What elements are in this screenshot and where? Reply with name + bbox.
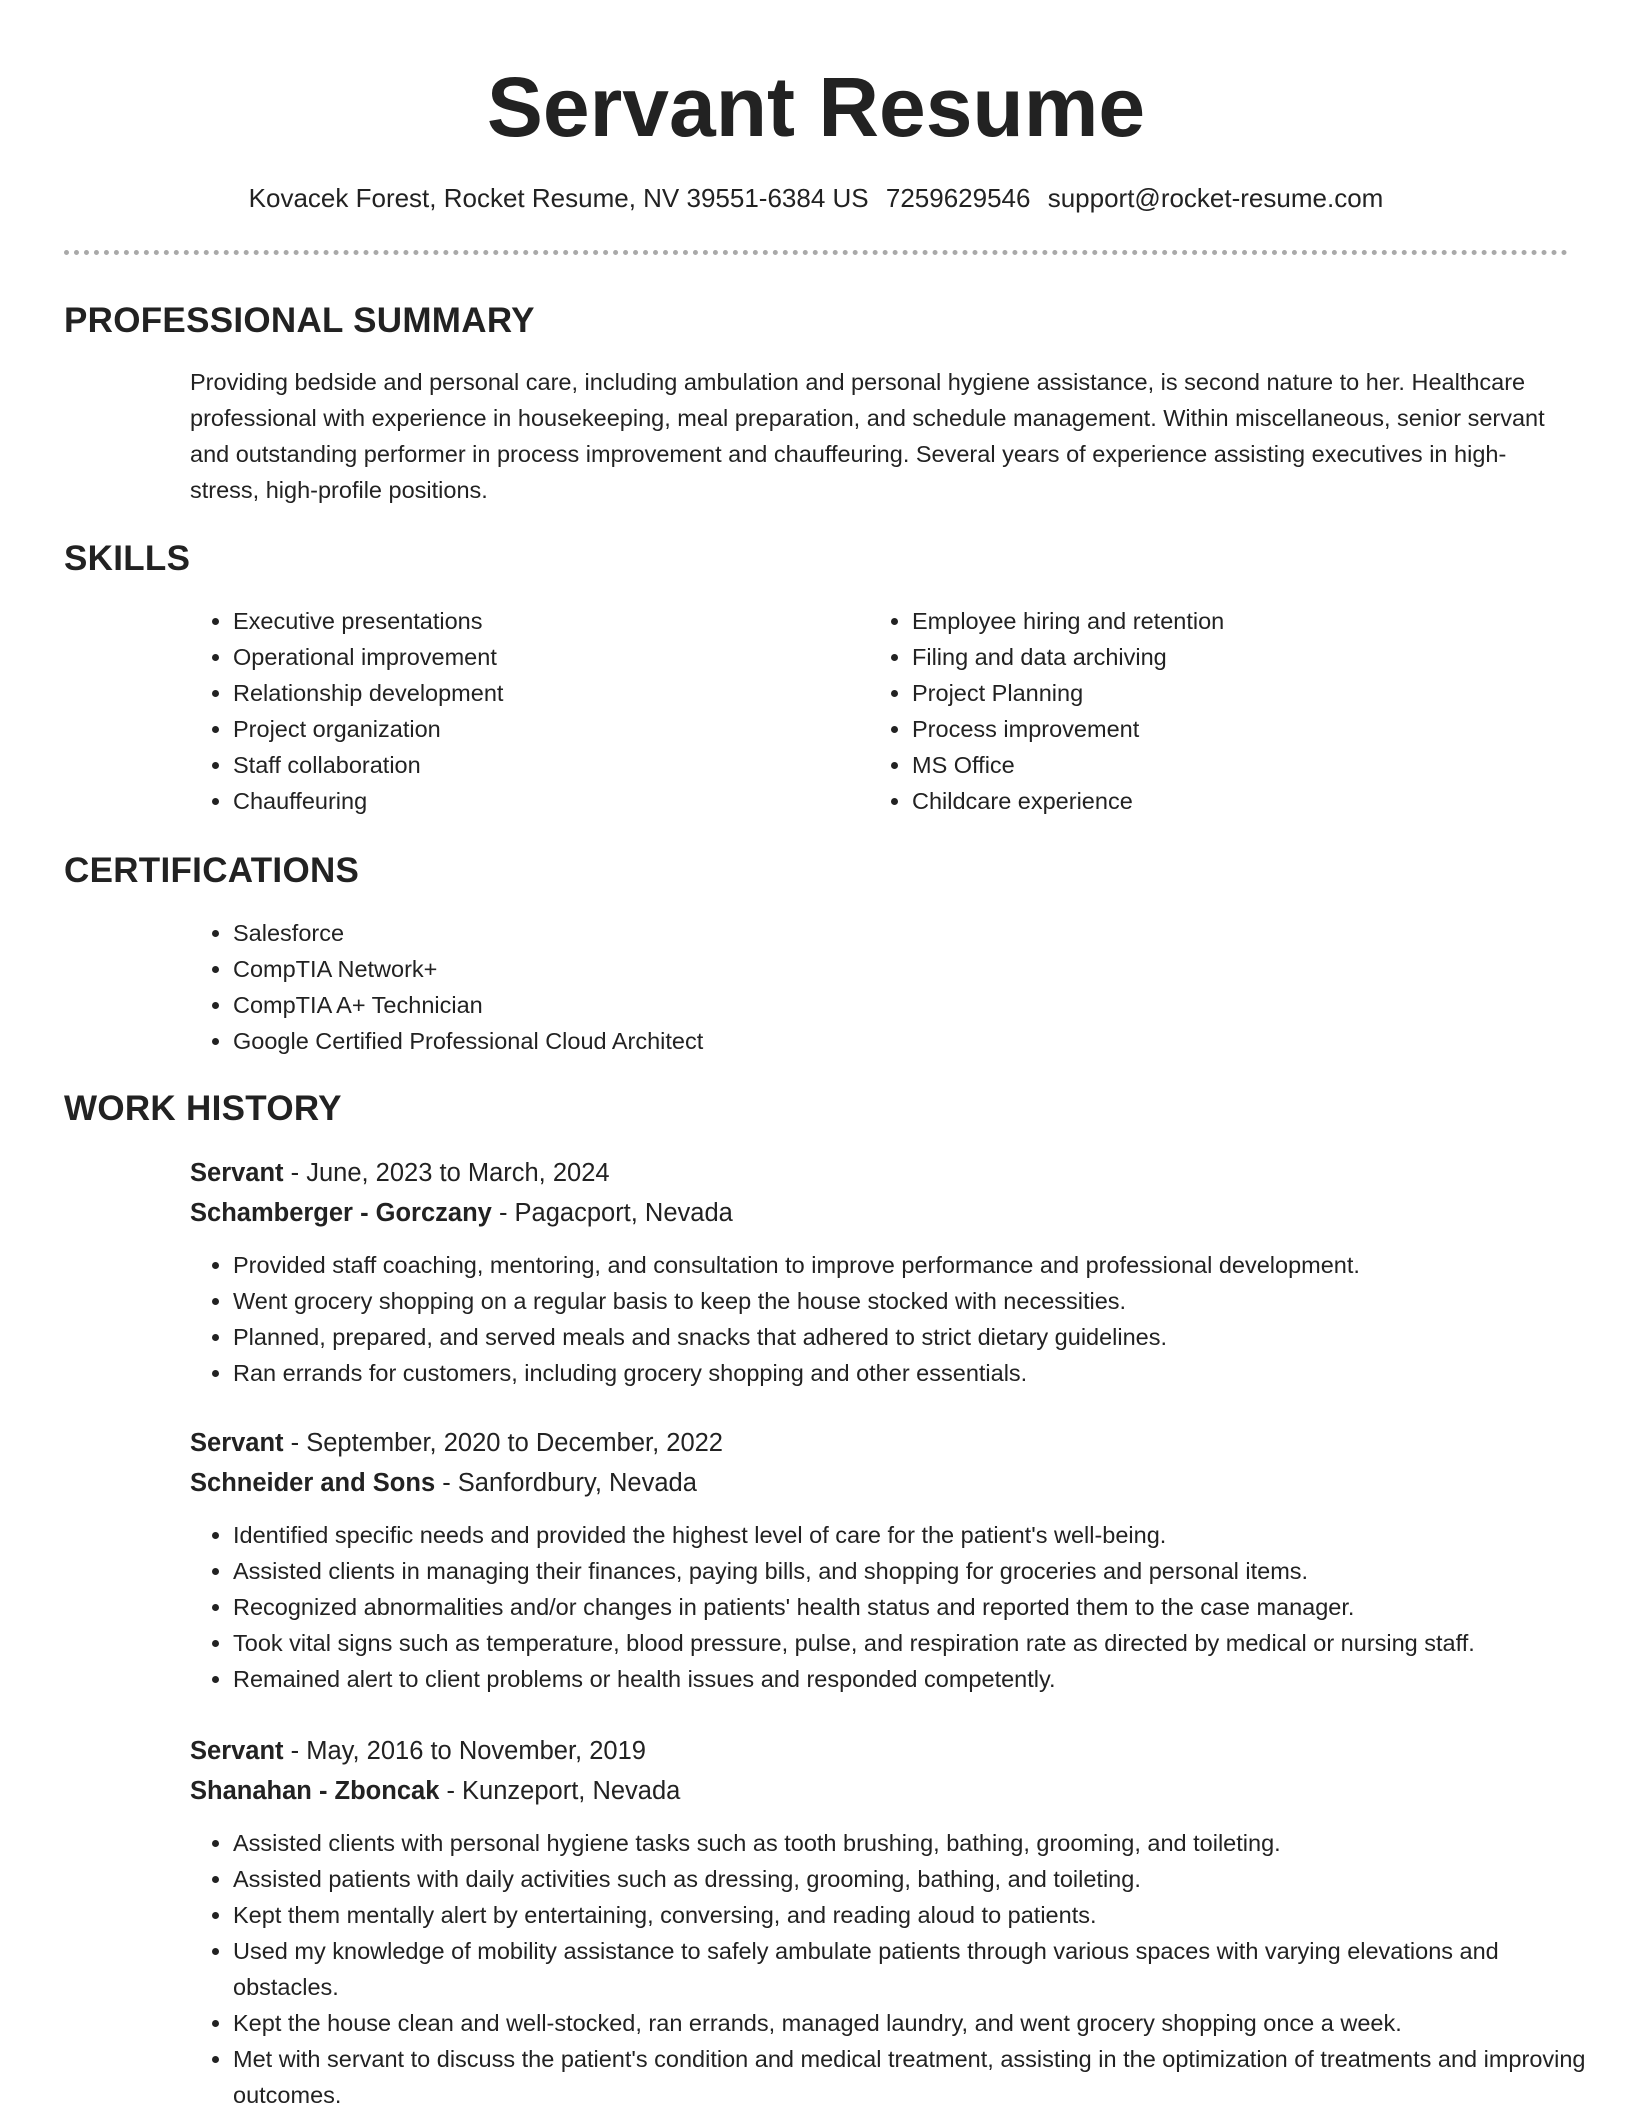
summary-text: Providing bedside and personal care, including ambulation and personal hygiene assistance, is second nature to her. Healthcare professional with experience in housekeeping, meal preparation, and schedule management. Within miscellaneous, senior servant and outstanding performer in process improvement and chauffeuring. Several years of experience assisting executives in high-stress, high-profile positions. (190, 369, 1545, 503)
certification-item: • CompTIA A+ Technician (233, 987, 1593, 1023)
job-bullet: • Kept the house clean and well-stocked, ran errands, managed laundry, and went grocery shopping once a week. (233, 2005, 1608, 2041)
job-bullet: • Met with servant to discuss the patient's condition and medical treatment, assisting in the optimization of treatments and improving outcomes. (233, 2041, 1608, 2113)
section-title-skills: SKILLS (64, 539, 191, 578)
job-bullets (190, 1517, 1608, 1697)
skill-item: • Executive presentations (233, 603, 853, 639)
job-bullet: • Took vital signs such as temperature, blood pressure, pulse, and respiration rate as directed by medical or nursing staff. (233, 1625, 1608, 1661)
job-role: Servant (190, 1159, 284, 1187)
job-bullet: • Ran errands for customers, including grocery shopping and other essentials. (233, 1355, 1608, 1391)
job-bullet: • Assisted clients in managing their finances, paying bills, and shopping for groceries and personal items. (233, 1553, 1608, 1589)
job-bullets (190, 1247, 1608, 1391)
skills-list-left (190, 603, 853, 819)
skill-item: • Relationship development (233, 675, 853, 711)
skill-item: • Project Planning (912, 675, 1592, 711)
job-bullet: • Assisted patients with daily activities such as dressing, grooming, bathing, and toileting. (233, 1861, 1608, 1897)
job-company-line (190, 1463, 697, 1503)
job-dates: - May, 2016 to November, 2019 (283, 1737, 646, 1765)
job-bullet: • Assisted clients with personal hygiene tasks such as tooth brushing, bathing, grooming, and toileting. (233, 1825, 1608, 1861)
job-role: Servant (190, 1737, 284, 1765)
certification-item: • CompTIA Network+ (233, 951, 1593, 987)
skill-item: • Operational improvement (233, 639, 853, 675)
job-company: Schamberger - Gorczany (190, 1199, 492, 1227)
job-location: - Pagacport, Nevada (491, 1199, 733, 1227)
job-dates: - June, 2023 to March, 2024 (283, 1159, 610, 1187)
job-bullet: • Remained alert to client problems or health issues and responded competently. (233, 1661, 1608, 1697)
job-company-line (190, 1771, 680, 1811)
job-bullet: • Recognized abnormalities and/or changes in patients' health status and reported them to the case manager. (233, 1589, 1608, 1625)
certification-item: • Google Certified Professional Cloud Architect (233, 1023, 1593, 1059)
job-location: - Sanfordbury, Nevada (435, 1469, 697, 1497)
job-bullet: • Provided staff coaching, mentoring, and consultation to improve performance and professional development. (233, 1247, 1608, 1283)
job-bullet: • Planned, prepared, and served meals and snacks that adhered to strict dietary guidelines. (233, 1319, 1608, 1355)
header-divider (64, 250, 1568, 255)
job-bullet: • Kept them mentally alert by entertaining, conversing, and reading aloud to patients. (233, 1897, 1608, 1933)
job-title-line (190, 1153, 610, 1193)
contact-address: Kovacek Forest, Rocket Resume, NV 39551-6384 US (248, 183, 869, 213)
contact-email: support@rocket-resume.com (1047, 183, 1384, 213)
contact-line (0, 178, 1632, 218)
contact-phone: 7259629546 (885, 183, 1031, 213)
job-company: Shanahan - Zboncak (190, 1777, 440, 1805)
skill-item: • Project organization (233, 711, 853, 747)
skill-item: • Employee hiring and retention (912, 603, 1592, 639)
job-bullet: • Went grocery shopping on a regular basis to keep the house stocked with necessities. (233, 1283, 1608, 1319)
skills-list-right (869, 603, 1592, 819)
job-location: - Kunzeport, Nevada (439, 1777, 681, 1805)
job-bullet: • Used my knowledge of mobility assistance to safely ambulate patients through various spaces with varying elevations and obstacles. (233, 1933, 1608, 2005)
skill-item: • Filing and data archiving (912, 639, 1592, 675)
job-bullet: • Identified specific needs and provided the highest level of care for the patient's well-being. (233, 1517, 1608, 1553)
job-company: Schneider and Sons (190, 1469, 436, 1497)
section-title-work-history: WORK HISTORY (64, 1089, 342, 1128)
section-title-certifications: CERTIFICATIONS (64, 851, 360, 890)
skill-item: • Process improvement (912, 711, 1592, 747)
job-title-line (190, 1731, 646, 1771)
job-company-line (190, 1193, 733, 1233)
skill-item: • MS Office (912, 747, 1592, 783)
job-role: Servant (190, 1429, 284, 1457)
certification-item: • Salesforce (233, 915, 1593, 951)
skill-item: • Chauffeuring (233, 783, 853, 819)
skill-item: • Staff collaboration (233, 747, 853, 783)
job-dates: - September, 2020 to December, 2022 (283, 1429, 723, 1457)
job-bullets (190, 1825, 1608, 2113)
job-title-line (190, 1423, 723, 1463)
certifications-list (190, 915, 1593, 1059)
skill-item: • Childcare experience (912, 783, 1592, 819)
section-title-summary: PROFESSIONAL SUMMARY (64, 301, 535, 340)
resume-name: Servant Resume (486, 60, 1146, 154)
